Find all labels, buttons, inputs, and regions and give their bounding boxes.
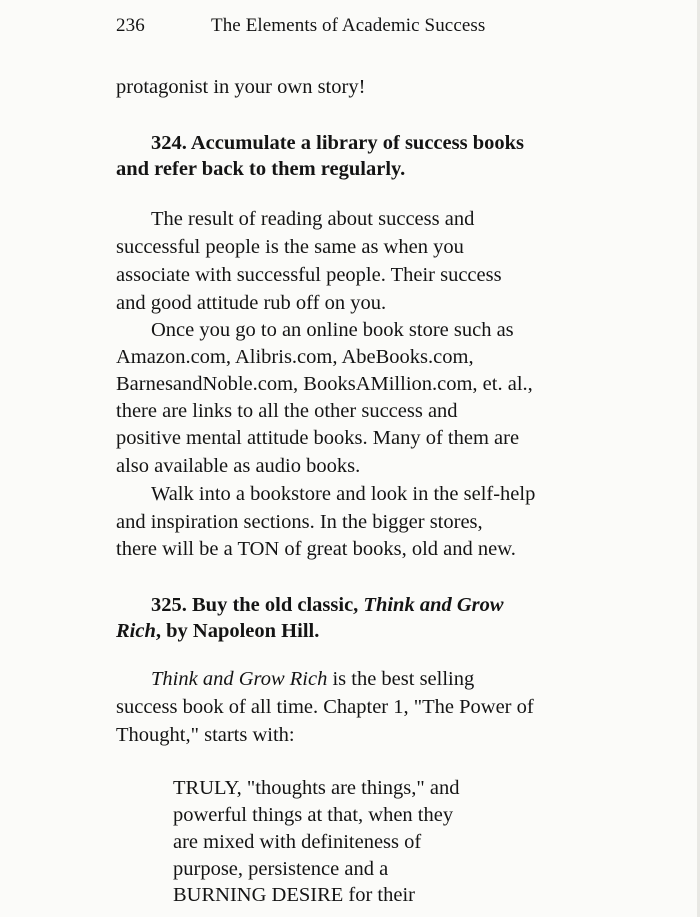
quote-line: purpose, persistence and a — [173, 858, 389, 880]
section-324-heading-line1: 324. Accumulate a library of success books — [151, 132, 524, 154]
paragraph-line: and good attitude rub off on you. — [116, 292, 387, 314]
book-title-italic: Rich — [116, 620, 156, 642]
paragraph-line: also available as audio books. — [116, 455, 361, 477]
paragraph-line: Thought," starts with: — [116, 724, 295, 746]
quote-line: are mixed with definiteness of — [173, 831, 422, 853]
running-title: The Elements of Academic Success — [211, 15, 486, 36]
paragraph-line: associate with successful people. Their success — [116, 264, 502, 286]
page-number: 236 — [116, 15, 145, 36]
paragraph-line: The result of reading about success and — [151, 208, 475, 230]
section-325-heading-line2 — [116, 620, 319, 643]
quote-line: TRULY, "thoughts are things," and — [173, 777, 460, 799]
paragraph-line: BarnesandNoble.com, BooksAMillion.com, et. al., — [116, 373, 533, 395]
paragraph-line: there will be a TON of great books, old and new. — [116, 538, 516, 560]
book-title-italic: Think and Grow Rich — [151, 668, 328, 690]
heading-text: , by Napoleon Hill. — [155, 620, 320, 642]
paragraph-line: positive mental attitude books. Many of them are — [116, 427, 520, 449]
book-title-italic: Think and Grow — [363, 594, 504, 616]
paragraph-line: and inspiration sections. In the bigger stores, — [116, 511, 483, 533]
paragraph-line: there are links to all the other success and — [116, 400, 458, 422]
quote-line: powerful things at that, when they — [173, 804, 454, 826]
paragraph-line — [151, 668, 474, 691]
paragraph-line: Walk into a bookstore and look in the self-help — [151, 483, 536, 505]
heading-text: 325. Buy the old classic, — [151, 594, 364, 616]
paragraph-text: is the best selling — [327, 668, 475, 690]
paragraph-line: Amazon.com, Alibris.com, AbeBooks.com, — [116, 346, 474, 368]
paragraph-line: success book of all time. Chapter 1, "The Power of — [116, 696, 534, 718]
quote-line: BURNING DESIRE for their — [173, 884, 415, 906]
intro-line: protagonist in your own story! — [116, 76, 366, 98]
paragraph-line: successful people is the same as when you — [116, 236, 464, 258]
section-324-heading-line2: and refer back to them regularly. — [116, 158, 406, 180]
section-325-heading-line1 — [151, 594, 504, 617]
paragraph-line: Once you go to an online book store such as — [151, 319, 514, 341]
